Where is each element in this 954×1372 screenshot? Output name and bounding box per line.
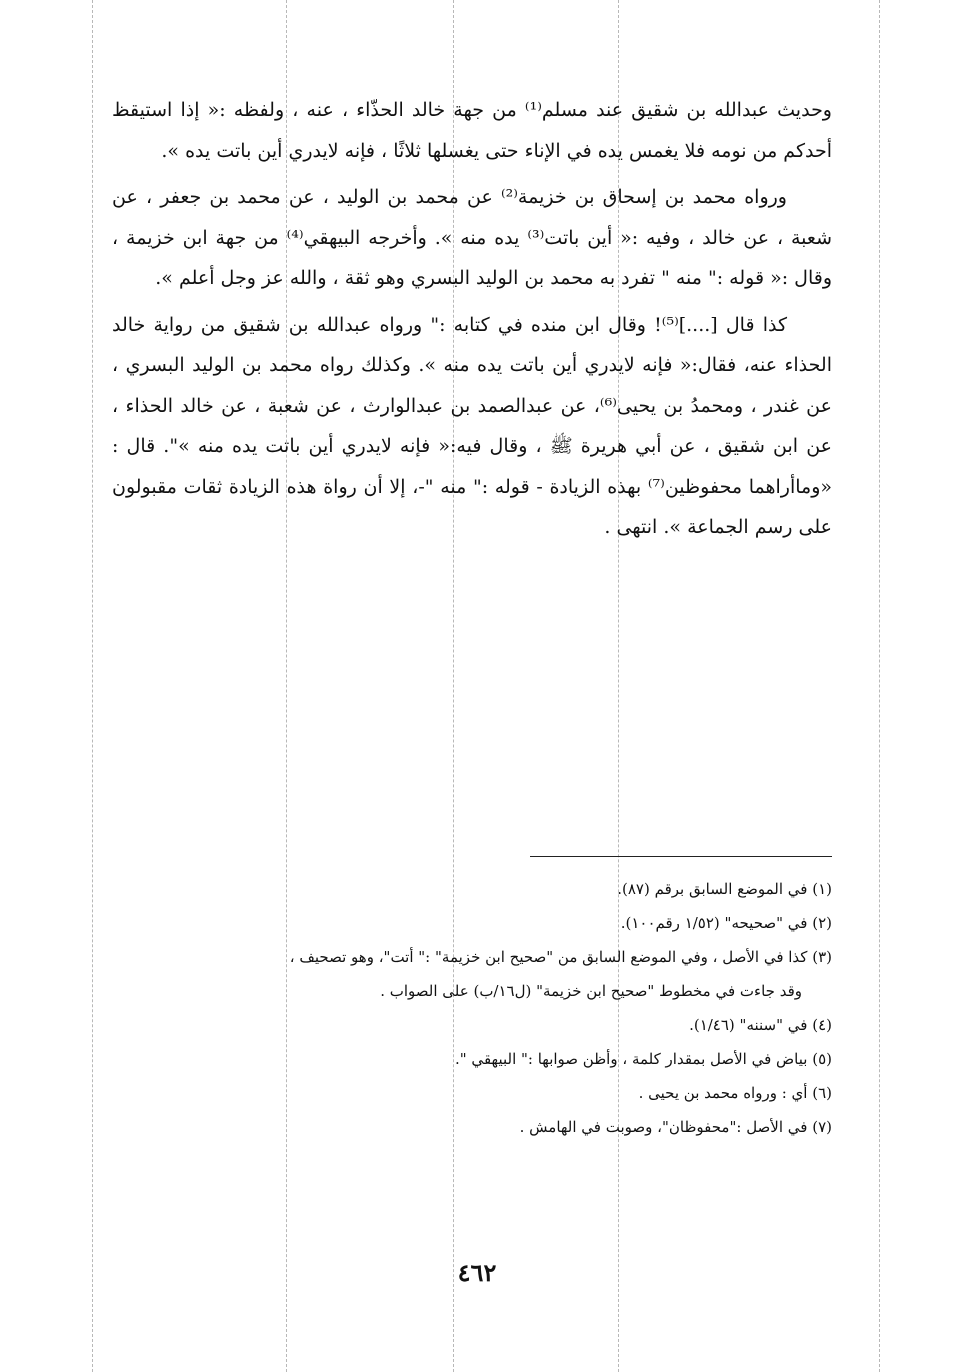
footnote: (١) في الموضع السابق برقم (٨٧). [617, 880, 832, 898]
footnote: (٧) في الأصل :"محفوظان"، وصوبت في الهامش . [519, 1118, 832, 1136]
paragraph: وحديث عبدالله بن شقيق عند مسلم⁽¹⁾ من جهة خالد الحذّاء ، عنه ، ولفظه :« إذا استيقظ أحدكم من نومه فلا يغمس يده في الإناء حتى يغسلها ثلاثًا ، فإنه لايدري أين باتت يده ». [112, 99, 832, 162]
paragraph: ورواه محمد بن إسحاق بن خزيمة⁽²⁾ عن محمد بن الوليد ، عن محمد بن جعفر ، عن شعبة ، عن خالد ، وفيه :« أين باتت⁽³⁾ يده منه ». وأخرجه البيهقي⁽⁴⁾ من جهة ابن خزيمة ، وقال :« قوله :" منه " تفرد به محمد بن الوليد البسري وهو ثقة ، والله عز وجل أعلم ». [112, 186, 832, 289]
footnote: (٢) في "صحيحه" (١/٥٢ رقم١٠٠). [620, 914, 832, 932]
footnote-continuation: وقد جاءت في مخطوط "صحيح ابن خزيمة" (ل١٦/ب) على الصواب . [380, 982, 802, 1000]
footnote-separator [530, 856, 832, 857]
footnote: (٥) بياض في الأصل بمقدار كلمة ، وأظن صوابها :" البيهقي ". [455, 1050, 832, 1068]
footnote: (٤) في "سننه" (١/٤٦). [689, 1016, 832, 1034]
main-text [112, 90, 832, 548]
footnotes [112, 872, 832, 1144]
scan-guide-line [879, 0, 880, 1372]
page-number: ٤٦٢ [457, 1258, 497, 1287]
footnote: (٣) كذا في الأصل ، وفي الموضع السابق من "صحيح ابن خزيمة" :" أتت"، وهو تصحيف ، [289, 948, 832, 966]
paragraph: كذا قال [....]⁽⁵⁾! وقال ابن منده في كتابه :" ورواه عبدالله بن شقيق من رواية خالد الحذاء عنه، فقال:« فإنه لايدري أين باتت يده منه ». وكذلك رواه محمد بن الوليد البسري ، عن غندر ، ومحمدُ بن يحيى⁽⁶⁾، عن عبدالصمد بن عبدالوارث ، عن شعبة ، عن خالد الحذاء ، عن ابن شقيق ، عن أبي هريرة ﷺ ، وقال فيه:« فإنه لايدري أين باتت يده منه »". قال : «وماأراهما محفوظين⁽⁷⁾ بهذه الزيادة - قوله :" منه "-، إلا أن رواة هذه الزيادة ثقات مقبولون على رسم الجماعة ». انتهى . [112, 313, 833, 538]
scan-guide-line [92, 0, 93, 1372]
footnote: (٦) أي : ورواه محمد بن يحيى . [638, 1084, 832, 1102]
